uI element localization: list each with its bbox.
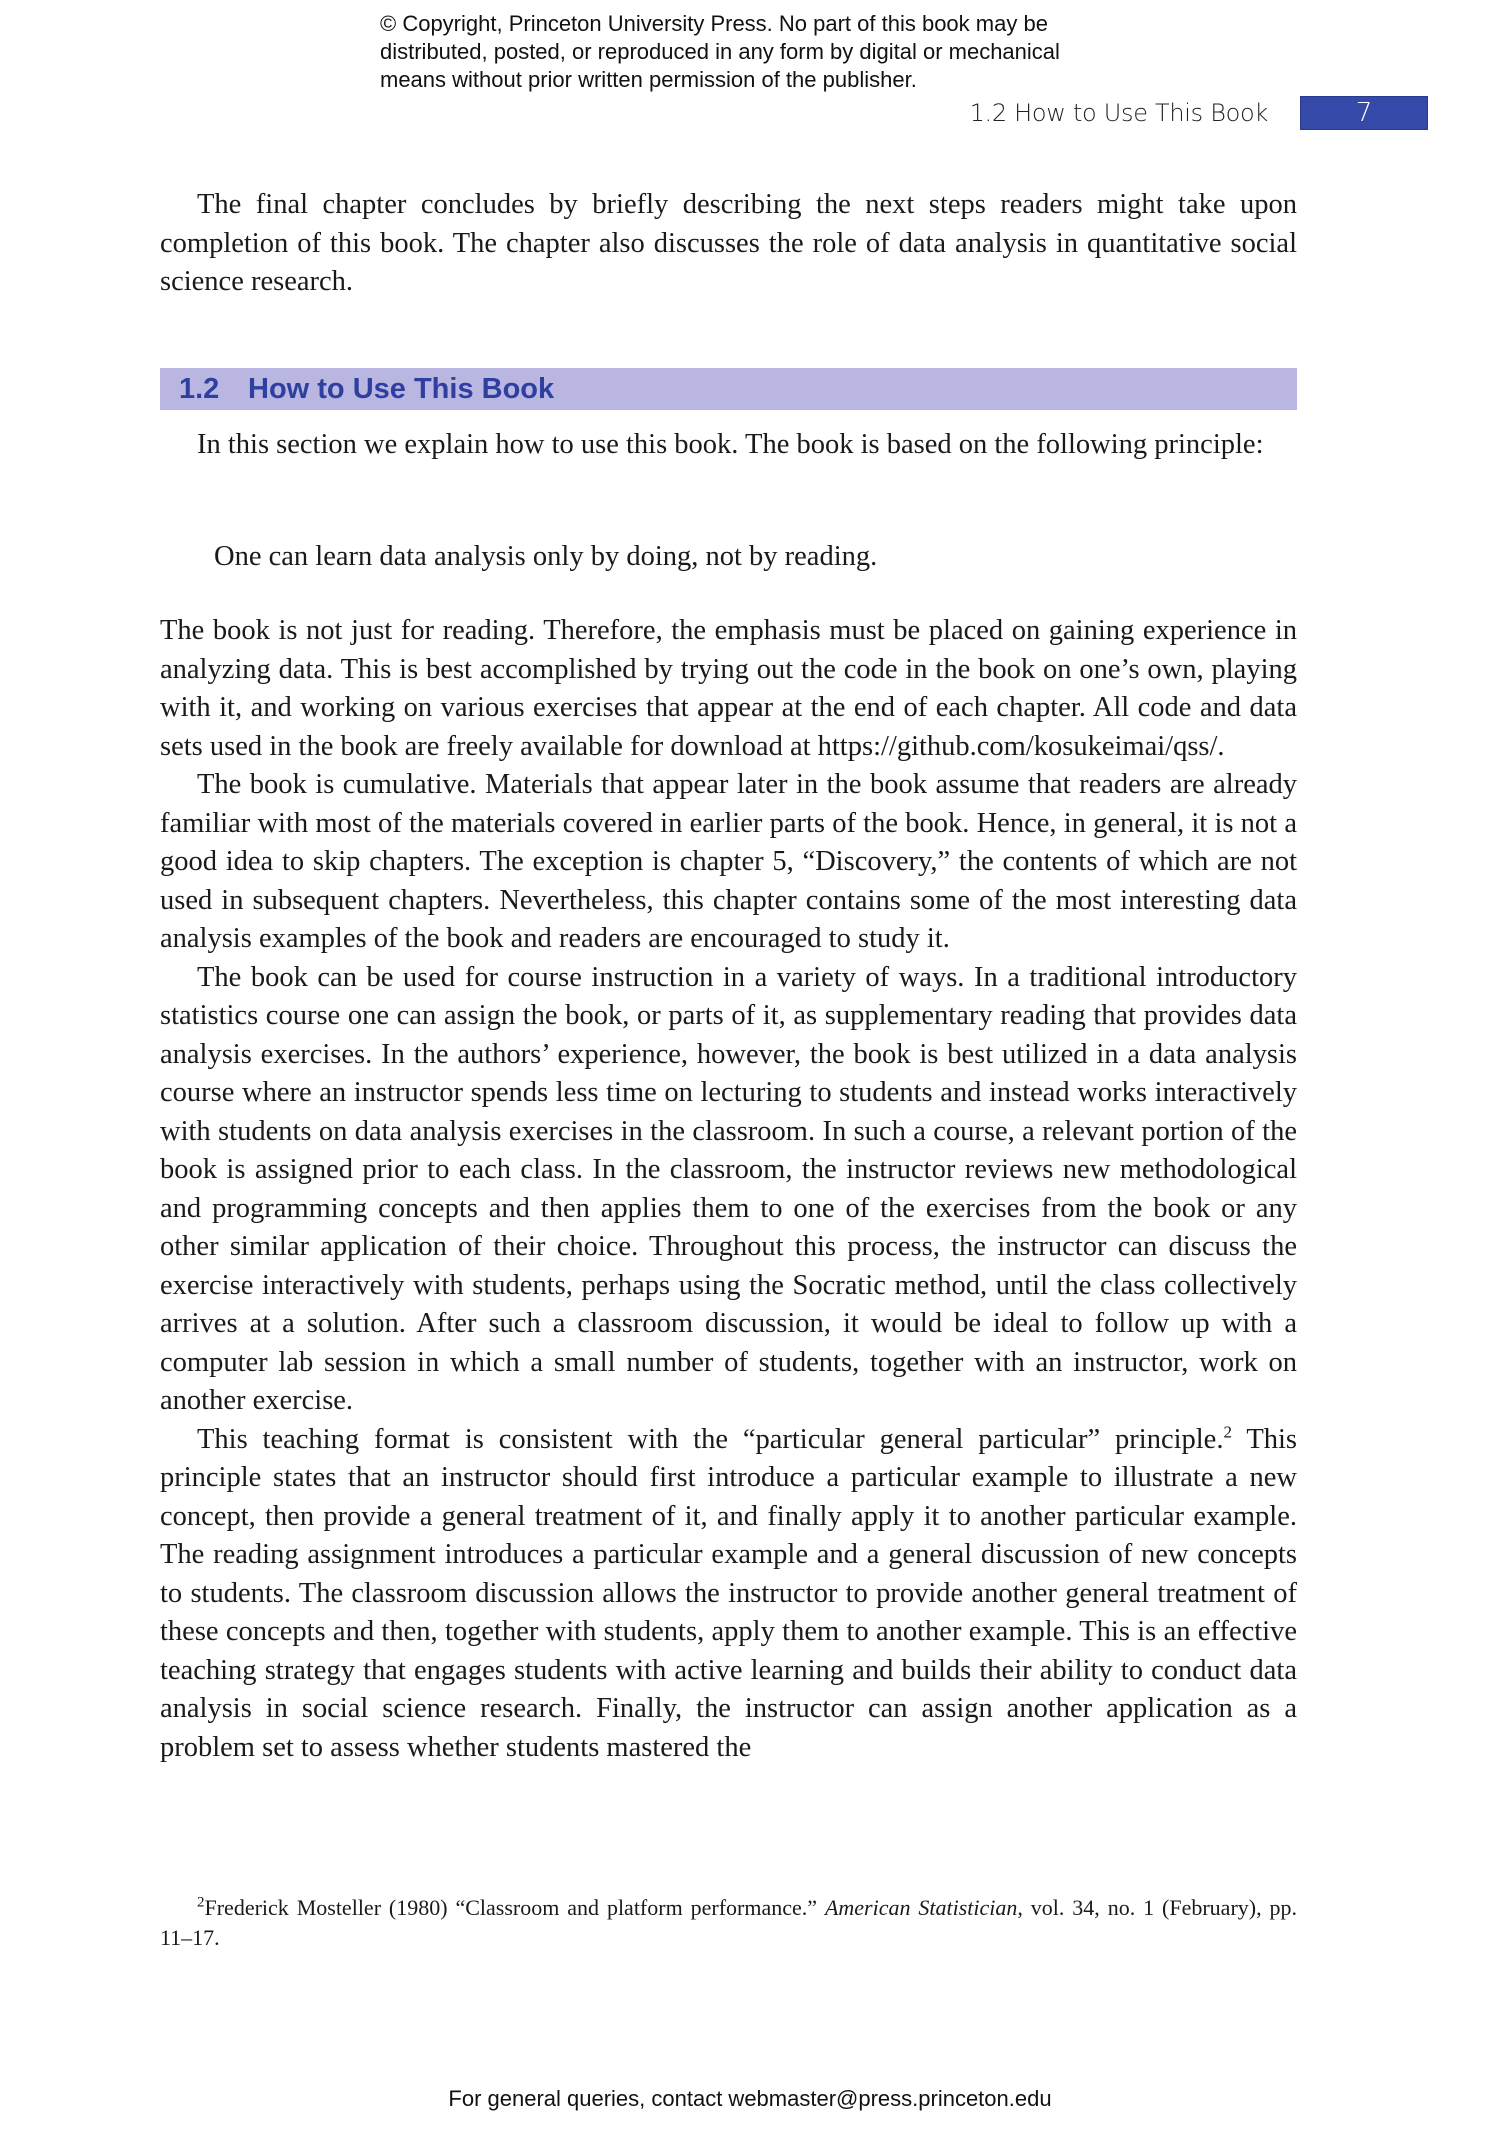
section-number: 1.2	[179, 373, 220, 405]
copyright-line: distributed, posted, or reproduced in any form by digital or mechanical	[380, 39, 1060, 64]
paragraph: The book is cumulative. Materials that appear later in the book assume that readers are already familiar with most of the materials covered in earlier parts of the book. Hence, in general, it is not a good idea to skip chapters. The exception is chapter 5, “Discovery,” the contents of which are not used in subsequent chapters. Nevertheless, this chapter contains some of the most interesting data analysis examples of the book and readers are encouraged to study it.	[160, 769, 1297, 954]
footnote-text	[160, 1893, 1297, 1953]
copyright-line: © Copyright, Princeton University Press. No part of this book may be	[380, 11, 1048, 36]
paragraph: In this section we explain how to use this book. The book is based on the following principle:	[197, 429, 1264, 460]
journal-title: American Statistician	[824, 1895, 1018, 1920]
footnote-citation: Frederick Mosteller (1980) “Classroom and platform performance.”	[204, 1895, 825, 1920]
copyright-line: means without prior written permission of the publisher.	[380, 67, 917, 92]
footer-contact: For general queries, contact webmaster@press.princeton.edu	[448, 2086, 1052, 2111]
section-intro	[160, 426, 1297, 465]
footnote-reference[interactable]: 2	[1223, 1422, 1232, 1441]
paragraph: The book is not just for reading. Therefore, the emphasis must be placed on gaining experience in analyzing data. This is best accomplished by trying out the code in the book on one’s own, playing with it, and working on various exercises that appear at the end of each chapter. All code and data sets used in the book are freely available for download at https://github.com/kosukeimai/qss/.	[160, 615, 1297, 762]
copyright-notice	[380, 10, 1180, 94]
section-title: How to Use This Book	[248, 373, 555, 405]
footnote	[160, 1893, 1297, 1953]
paragraph: The final chapter concludes by briefly describing the next steps readers might take upon completion of this book. The chapter also discusses the role of data analysis in quantitative social science research.	[160, 189, 1297, 297]
paragraph-text: This teaching format is consistent with the “particular general particular” principle.	[197, 1423, 1224, 1455]
section-heading	[160, 368, 1297, 410]
main-text	[160, 612, 1297, 1767]
running-head: 1.2 How to Use This Book	[969, 99, 1268, 127]
footnote-marker: 2	[197, 1894, 205, 1911]
footnote-citation: , vol. 34, no. 1 (February), pp. 11–17.	[160, 1895, 1298, 1950]
principle-quote: One can learn data analysis only by doing, not by reading.	[214, 541, 878, 572]
paragraph: The book can be used for course instruction in a variety of ways. In a traditional introductory statistics course one can assign the book, or parts of it, as supplementary reading that provides data analysis exercises. In the authors’ experience, however, the book is best utilized in a data analysis course where an instructor spends less time on lecturing to students and instead works interactively with students on data analysis exercises in the classroom. In such a course, a relevant portion of the book is assigned prior to each class. In the classroom, the instructor reviews new methodological and programming concepts and then applies them to one of the exercises from the book or any other similar application of their choice. Throughout this process, the instructor can discuss the exercise interactively with students, perhaps using the Socratic method, until the class collectively arrives at a solution. After such a classroom discussion, it would be ideal to follow up with a computer lab session in which a small number of students, together with an instructor, work on another exercise.	[160, 961, 1297, 1416]
intro-text	[160, 186, 1297, 302]
paragraph-text: This principle states that an instructor should first introduce a particular example to illustrate a new concept, then provide a general treatment of it, and finally apply it to another particular example. The reading assignment introduces a particular example and a general discussion of new concepts to students. The classroom discussion allows the instructor to provide another general treatment of these concepts and then, together with students, apply them to another example. This is an effective teaching strategy that engages students with active learning and builds their ability to conduct data analysis in social science research. Finally, the instructor can assign another application as a problem set to assess whether students mastered the	[160, 1423, 1297, 1763]
page-number: 7	[1300, 96, 1428, 130]
paragraph	[160, 1421, 1297, 1768]
